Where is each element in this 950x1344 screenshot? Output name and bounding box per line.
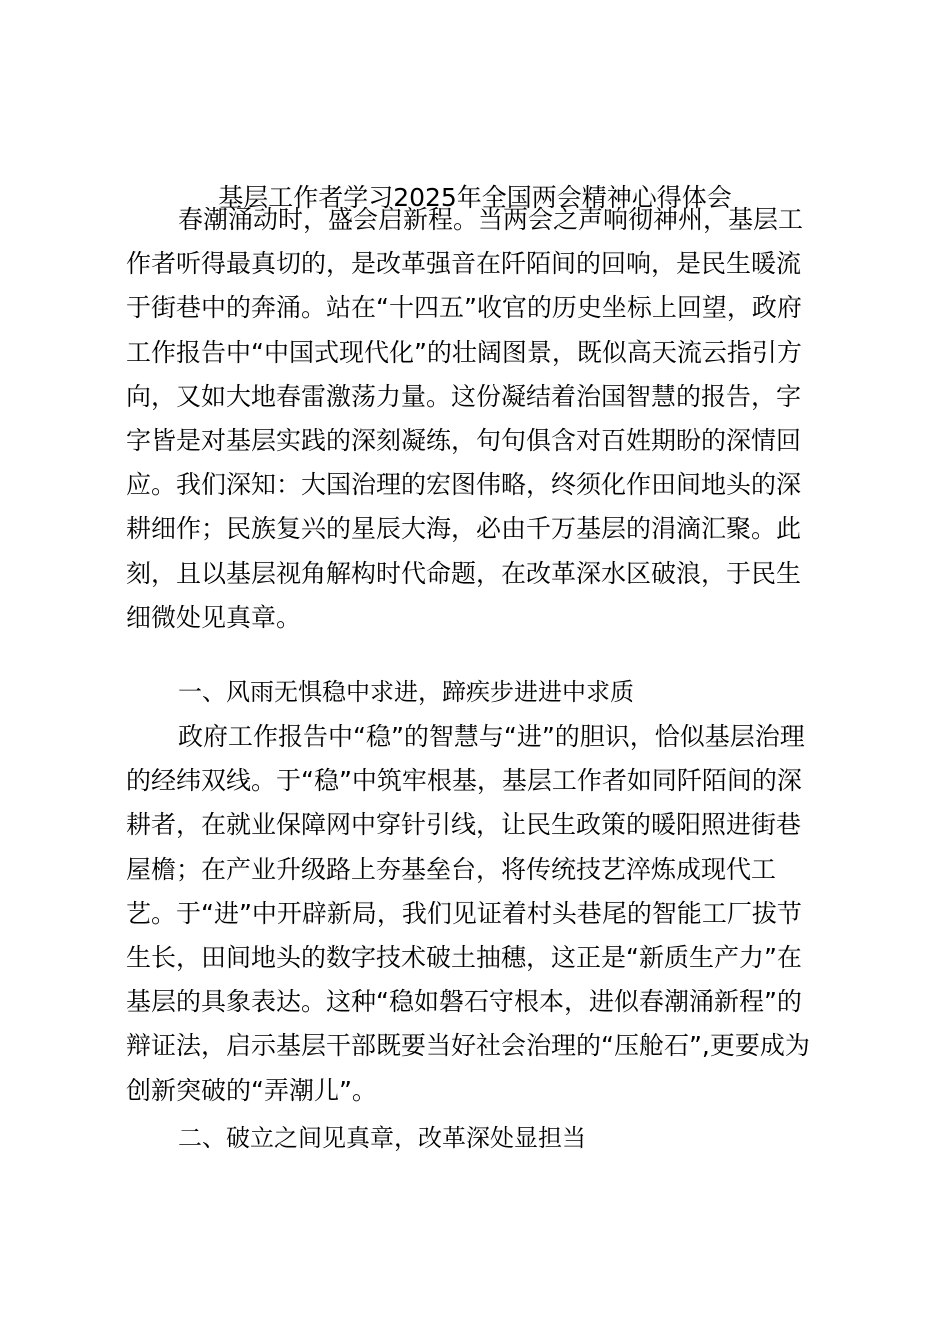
paragraph-line: 创新突破的“弄潮儿”。 xyxy=(126,1075,377,1105)
paragraph-line: 于街巷中的奔涌。站在“十四五”收官的历史坐标上回望，政府 xyxy=(126,293,802,323)
paragraph-line: 耕者，在就业保障网中穿针引线，让民生政策的暖阳照进街巷 xyxy=(126,810,802,840)
section-heading-1: 一、风雨无惧稳中求进，蹄疾步进进中求质 xyxy=(178,678,634,706)
paragraph-line: 作者听得最真切的，是改革强音在阡陌间的回响，是民生暖流 xyxy=(126,249,802,279)
paragraph-line: 工作报告中“中国式现代化”的壮阔图景，既似高天流云指引方 xyxy=(126,337,802,367)
paragraph-line: 屋檐；在产业升级路上夯基垒台，将传统技艺淬炼成现代工 xyxy=(126,854,777,884)
paragraph-line: 生长，田间地头的数字技术破土抽穗，这正是“新质生产力”在 xyxy=(126,942,802,972)
paragraph-line: 应。我们深知：大国治理的宏图伟略，终须化作田间地头的深 xyxy=(126,470,802,500)
section-1-paragraph xyxy=(126,715,826,1113)
paragraph-line: 政府工作报告中“稳”的智慧与“进”的胆识，恰似基层治理 xyxy=(178,722,805,751)
paragraph-line: 的经纬双线。于“稳”中筑牢根基，基层工作者如同阡陌间的深 xyxy=(126,766,802,796)
intro-paragraph xyxy=(126,198,826,640)
paragraph-line: 刻，且以基层视角解构时代命题，在改革深水区破浪，于民生 xyxy=(126,558,802,588)
paragraph-line: 耕细作；民族复兴的星辰大海，必由千万基层的涓滴汇聚。此 xyxy=(126,514,802,544)
paragraph-line: 艺。于“进”中开辟新局，我们见证着村头巷尾的智能工厂拔节 xyxy=(126,898,802,928)
section-heading-2: 二、破立之间见真章，改革深处显担当 xyxy=(178,1124,586,1152)
paragraph-line: 春潮涌动时，盛会启新程。当两会之声响彻神州，基层工 xyxy=(178,205,804,234)
paragraph-line: 字皆是对基层实践的深刻凝练，句句俱含对百姓期盼的深情回 xyxy=(126,425,802,455)
document-title: 基层工作者学习2025年全国两会精神心得体会 xyxy=(218,183,732,212)
paragraph-line: 辩证法，启示基层干部既要当好社会治理的“压舱石”,更要成为 xyxy=(126,1031,810,1061)
paragraph-line: 向，又如大地春雷激荡力量。这份凝结着治国智慧的报告，字 xyxy=(126,381,802,411)
paragraph-line: 基层的具象表达。这种“稳如磐石守根本，进似春潮涌新程”的 xyxy=(126,987,802,1017)
paragraph-line: 细微处见真章。 xyxy=(126,602,302,632)
